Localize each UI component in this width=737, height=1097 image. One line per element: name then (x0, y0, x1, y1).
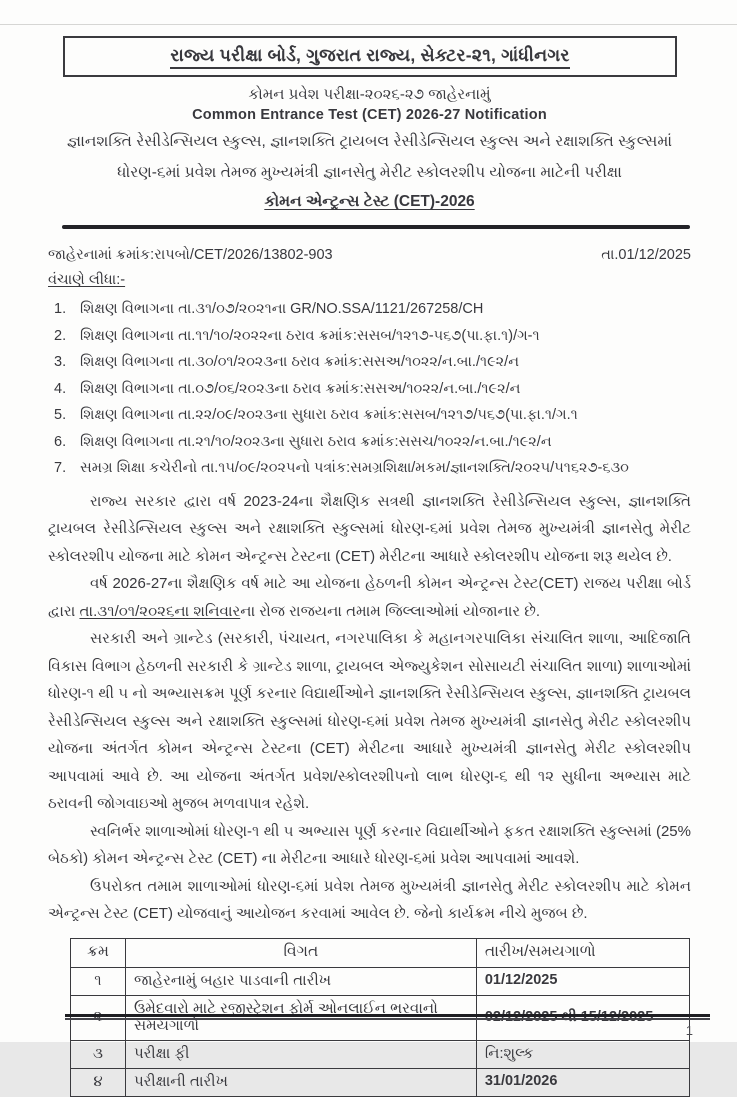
list-item (48, 455, 691, 482)
paragraph-1: રાજ્ય સરકાર દ્વારા વર્ષ 2023-24ના શૈક્ષણિક સત્રથી જ્ઞાનશક્તિ રેસીડેન્સિયલ સ્કુલ્સ, જ્ઞાનશક્તિ ટ્રાયબલ રેસીડેન્સિયલ સ્કુલ્સ અને રક્ષાશક્તિ સ્કુલ્સમાં ધોરણ-૬માં પ્રવેશ તેમજ મુખ્યમંત્રી જ્ઞાનસેતુ મેરીટ સ્કોલરશીપ યોજના માટે કોમન એન્ટ્રન્સ ટેસ્ટના (CET) મેરીટના આધારે સ્કોલરશીપ યોજના શરૂ થયેલ છે. (48, 492, 691, 565)
row-detail: જાહેરનામું બહાર પાડવાની તારીખ (125, 967, 476, 995)
row-detail: ઉમેદવારો માટે રજીસ્ટ્રેશન ફોર્મ ઓનલાઈન ભરવાનો સમયગાળો (125, 995, 476, 1040)
row-serial: ૧ (71, 967, 126, 995)
subtitle-gujarati: કોમન પ્રવેશ પરીક્ષા-૨૦૨૬-૨૭ જાહેરનામું (248, 86, 491, 103)
list-item-number: 7. (54, 460, 67, 477)
row-detail: પરીક્ષા ફી (125, 1040, 476, 1068)
board-title: રાજ્ય પરીક્ષા બોર્ડ, ગુજરાત રાજ્ય, સેક્ટર-૨૧, ગાંધીનગર (170, 45, 569, 69)
list-item (48, 296, 691, 323)
table-header-row (71, 938, 690, 967)
footer-divider (65, 1014, 710, 1020)
readings-label: વંચાણે લીધા:- (48, 272, 126, 289)
description-line-2: ધોરણ-૬માં પ્રવેશ તેમજ મુખ્યમંત્રી જ્ઞાનસેતુ મેરીટ સ્કોલરશીપ યોજના માટેની પરીક્ષા (117, 164, 622, 182)
list-item-number: 4. (54, 380, 67, 397)
list-item-text: શિક્ષણ વિભાગના તા.૩૦/૦૧/૨૦૨૩ના ઠરાવ ક્રમાંક:સસઅ/૧૦૨૨/ન.બા./૧૯૨/ન (80, 354, 520, 371)
column-header-serial: ક્રમ (71, 938, 126, 967)
notification-date: તા.01/12/2025 (601, 247, 691, 264)
list-item-number: 5. (54, 407, 67, 424)
subtitle-english: Common Entrance Test (CET) 2026-27 Notification (192, 107, 547, 123)
page-number: 1 (685, 1023, 693, 1038)
list-item-text: શિક્ષણ વિભાગના તા.૨૧/૧૦/૨૦૨૩ના સુધારા ઠરાવ ક્રમાંક:સસચ/૧૦૨૨/ન.બા./૧૯૨/ન (80, 433, 552, 450)
table-row (71, 1040, 690, 1068)
paragraph-5: ઉપરોક્ત તમામ શાળાઓમાં ધોરણ-૬માં પ્રવેશ તેમજ મુખ્યમંત્રી જ્ઞાનસેતુ મેરીટ સ્કોલરશીપ માટે કોમન એન્ટ્રન્સ ટેસ્ટ (CET) યોજવાનું આયોજન કરવામાં આવેલ છે. જેનો કાર્યક્રમ નીચે મુજબ છે. (48, 877, 691, 923)
exam-date-underlined: તા.૩૧/૦૧/૨૦૨૬ના શનિવાર (79, 602, 241, 620)
list-item-text: શિક્ષણ વિભાગના તા.૦૭/૦૬/૨૦૨૩ના ઠરાવ ક્રમાંક:સસઅ/૧૦૨૨/ન.બા./૧૯૨/ન (80, 380, 521, 397)
list-item-text: શિક્ષણ વિભાગના તા.૨૨/૦૯/૨૦૨૩ના સુધારા ઠરાવ ક્રમાંક:સસબ/૧૨૧૭/૫૬૭(પા.ફા.૧/ગ.૧ (80, 407, 578, 424)
description-line-1: જ્ઞાનશક્તિ રેસીડેન્સિયલ સ્કુલ્સ, જ્ઞાનશક્તિ ટ્રાયબલ રેસીડેન્સિયલ સ્કુલ્સ અને રક્ષાશક્તિ સ્કુલ્સમાં (66, 133, 673, 150)
list-item-text: સમગ્ર શિક્ષા કચેરીનો તા.૧૫/૦૯/૨૦૨૫નો પત્રાંક:સમગ્રશિક્ષા/મકમ/જ્ઞાનશક્તિ/૨૦૨૫/૫૧૬૨૭-૬૩૦ (80, 460, 629, 477)
list-item-text: શિક્ષણ વિભાગના તા.૩૧/૦૭/૨૦૨૧ના GR/NO.SSA/1121/267258/CH (80, 301, 484, 318)
readings-list (48, 296, 691, 482)
row-value: 02/12/2025 થી 15/12/2025 (476, 995, 689, 1040)
list-item (48, 429, 691, 456)
exam-title: કોમન એન્ટ્રન્સ ટેસ્ટ (CET)-2026 (264, 193, 475, 211)
column-header-detail: વિગત (125, 938, 476, 967)
reference-row (48, 247, 691, 263)
row-serial: ૪ (71, 1068, 126, 1096)
paragraph-2-text: વર્ષ 2026-27ના શૈક્ષણિક વર્ષ માટે આ યોજના હેઠળની કોમન એન્ટ્રન્સ ટેસ્ટ(CET) રાજય પરીક્ષા બોર્ડ દ્વારા (48, 575, 691, 620)
header-divider (62, 225, 690, 229)
column-header-date: તારીખ/સમયગાળો (476, 938, 689, 967)
list-item (48, 376, 691, 403)
list-item (48, 323, 691, 350)
list-item-text: શિક્ષણ વિભાગના તા.૧૧/૧૦/૨૦૨૨ના ઠરાવ ક્રમાંક:સસબ/૧૨૧૭-૫૬૭(પા.ફા.૧)/ગ-૧ (80, 327, 540, 344)
list-item-number: 6. (54, 433, 67, 450)
row-serial: ૨ (71, 995, 126, 1040)
scan-artifact-line (0, 24, 737, 25)
row-value: 31/01/2026 (476, 1068, 689, 1096)
row-value: નિ:શુલ્ક (476, 1040, 689, 1068)
row-value: 01/12/2025 (476, 967, 689, 995)
body-paragraphs (48, 488, 691, 928)
list-item (48, 402, 691, 429)
list-item-number: 1. (54, 301, 67, 318)
row-serial: ૩ (71, 1040, 126, 1068)
header-box (63, 36, 677, 77)
notification-number: જાહેરનામાં ક્રમાંક:રાપબો/CET/2026/13802-903 (48, 247, 333, 264)
table-row (71, 967, 690, 995)
table-row (71, 1068, 690, 1096)
paragraph-4: સ્વનિર્ભર શાળાઓમાં ધોરણ-૧ થી ૫ અભ્યાસ પૂર્ણ કરનાર વિદ્યાર્થીઓને ફકત રક્ષાશક્તિ સ્કુલ્સમાં (25% બેઠકો) કોમન એન્ટ્રન્સ ટેસ્ટ (CET) ના મેરીટના આધારે ધોરણ-૬માં પ્રવેશ આપવામાં આવશે. (48, 822, 691, 868)
paragraph-2 (48, 570, 691, 625)
list-item (48, 349, 691, 376)
paragraph-2-tail: ના રોજ રાજયના તમામ જિલ્લાઓમાં યોજાનાર છે. (240, 602, 541, 620)
list-item-number: 3. (54, 354, 67, 371)
paragraph-3: સરકારી અને ગ્રાન્ટેડ (સરકારી, પંચાયત, નગરપાલિકા કે મહાનગરપાલિકા સંચાલિત શાળા, આદિજાતિ વિકાસ વિભાગ હેઠળની સરકારી કે ગ્રાન્ટેડ શાળા, ટ્રાયબલ એજ્યુકેશન સોસાયટી સંચાલિત શાળા) શાળાઓમાં ધોરણ-૧ થી ૫ નો અભ્યાસક્રમ પૂર્ણ કરનાર વિદ્યાર્થીઓને જ્ઞાનશક્તિ રેસીડેન્સિયલ સ્કુલ્સ, જ્ઞાનશક્તિ ટ્રાયબલ રેસીડેન્સિયલ સ્કુલ્સ અને રક્ષાશક્તિ સ્કુલ્સમાં ધોરણ-૬માં પ્રવેશ તેમજ મુખ્યમંત્રી જ્ઞાનસેતુ મેરીટ સ્કોલરશીપ યોજના અંતર્ગત કોમન એન્ટ્રન્સ ટેસ્ટના (CET) મેરીટના આધારે મુખ્યમંત્રી જ્ઞાનસેતુ મેરીટ સ્કોલરશીપ આપવામાં આવે છે. આ યોજના અંતર્ગત પ્રવેશ/સ્કોલરશીપનો લાભ ધોરણ-૬ થી ૧૨ સુધીના અભ્યાસ માટે ઠરાવની જોગવાઇઓ મુજબ મળવાપાત્ર રહેશે. (48, 630, 691, 813)
row-detail: પરીક્ષાની તારીખ (125, 1068, 476, 1096)
list-item-number: 2. (54, 327, 67, 344)
